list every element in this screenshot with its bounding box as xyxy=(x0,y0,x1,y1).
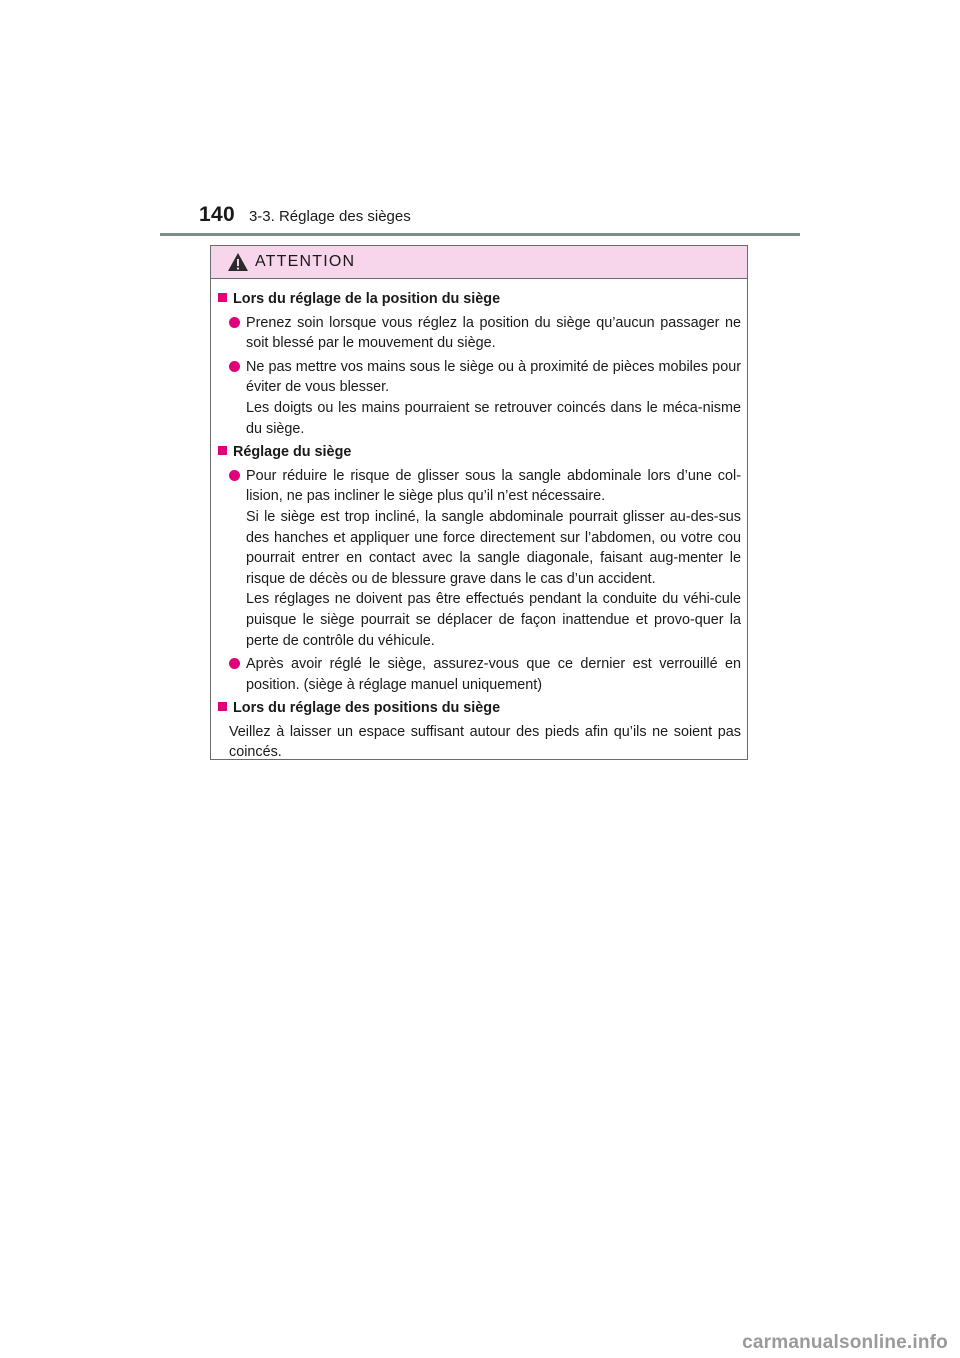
bullet-dot-icon xyxy=(229,658,240,669)
attention-header xyxy=(211,246,747,279)
attention-body xyxy=(211,279,747,763)
section-heading: Réglage du siège xyxy=(218,442,741,463)
list-item: Pour réduire le risque de glisser sous la sangle abdominale lors d’une col-lision, ne pas incliner le siège plus qu’il n’est nécessaire. Si le siège est trop incliné, la sangle abdominale pourrait glisser au-des-sus des hanches et appliquer une force directement sur l’abdomen, ou votre cou pourrait entrer en contact avec la sangle diagonale, faisant aug-menter le risque de décès ou de blessure grave dans le cas d’un accident. Les réglages ne doivent pas être effectués pendant la conduite du véhi-cule puisque le siège pourrait se déplacer de façon inattendue et provo-quer la perte de contrôle du véhicule. xyxy=(229,466,741,651)
bullet-dot-icon xyxy=(229,317,240,328)
square-bullet-icon xyxy=(218,446,227,455)
list-item: Après avoir réglé le siège, assurez-vous que ce dernier est verrouillé en position. (siège à réglage manuel uniquement) xyxy=(229,654,741,695)
attention-box xyxy=(210,245,748,760)
paragraph: Veillez à laisser un espace suffisant autour des pieds afin qu’ils ne soient pas coincés. xyxy=(229,723,741,761)
square-bullet-icon xyxy=(218,293,227,302)
attention-label: ATTENTION xyxy=(255,253,356,270)
watermark: carmanualsonline.info xyxy=(742,1332,948,1353)
warning-triangle-icon xyxy=(227,252,249,272)
bullet-dot-icon xyxy=(229,470,240,481)
bullet-dot-icon xyxy=(229,361,240,372)
square-bullet-icon xyxy=(218,702,227,711)
header-rule xyxy=(160,233,800,236)
section-heading: Lors du réglage des positions du siège xyxy=(218,698,741,719)
section-title: 3-3. Réglage des sièges xyxy=(248,208,411,225)
list-item: Prenez soin lorsque vous réglez la position du siège qu’aucun passager ne soit blessé par le mouvement du siège. xyxy=(229,313,741,354)
page-header xyxy=(199,203,411,227)
list-item: Ne pas mettre vos mains sous le siège ou à proximité de pièces mobiles pour éviter de vous blesser. Les doigts ou les mains pourraient se retrouver coincés dans le méca-nisme du siège. xyxy=(229,357,741,439)
section-heading: Lors du réglage de la position du siège xyxy=(218,289,741,310)
page-number: 140 xyxy=(199,203,235,226)
